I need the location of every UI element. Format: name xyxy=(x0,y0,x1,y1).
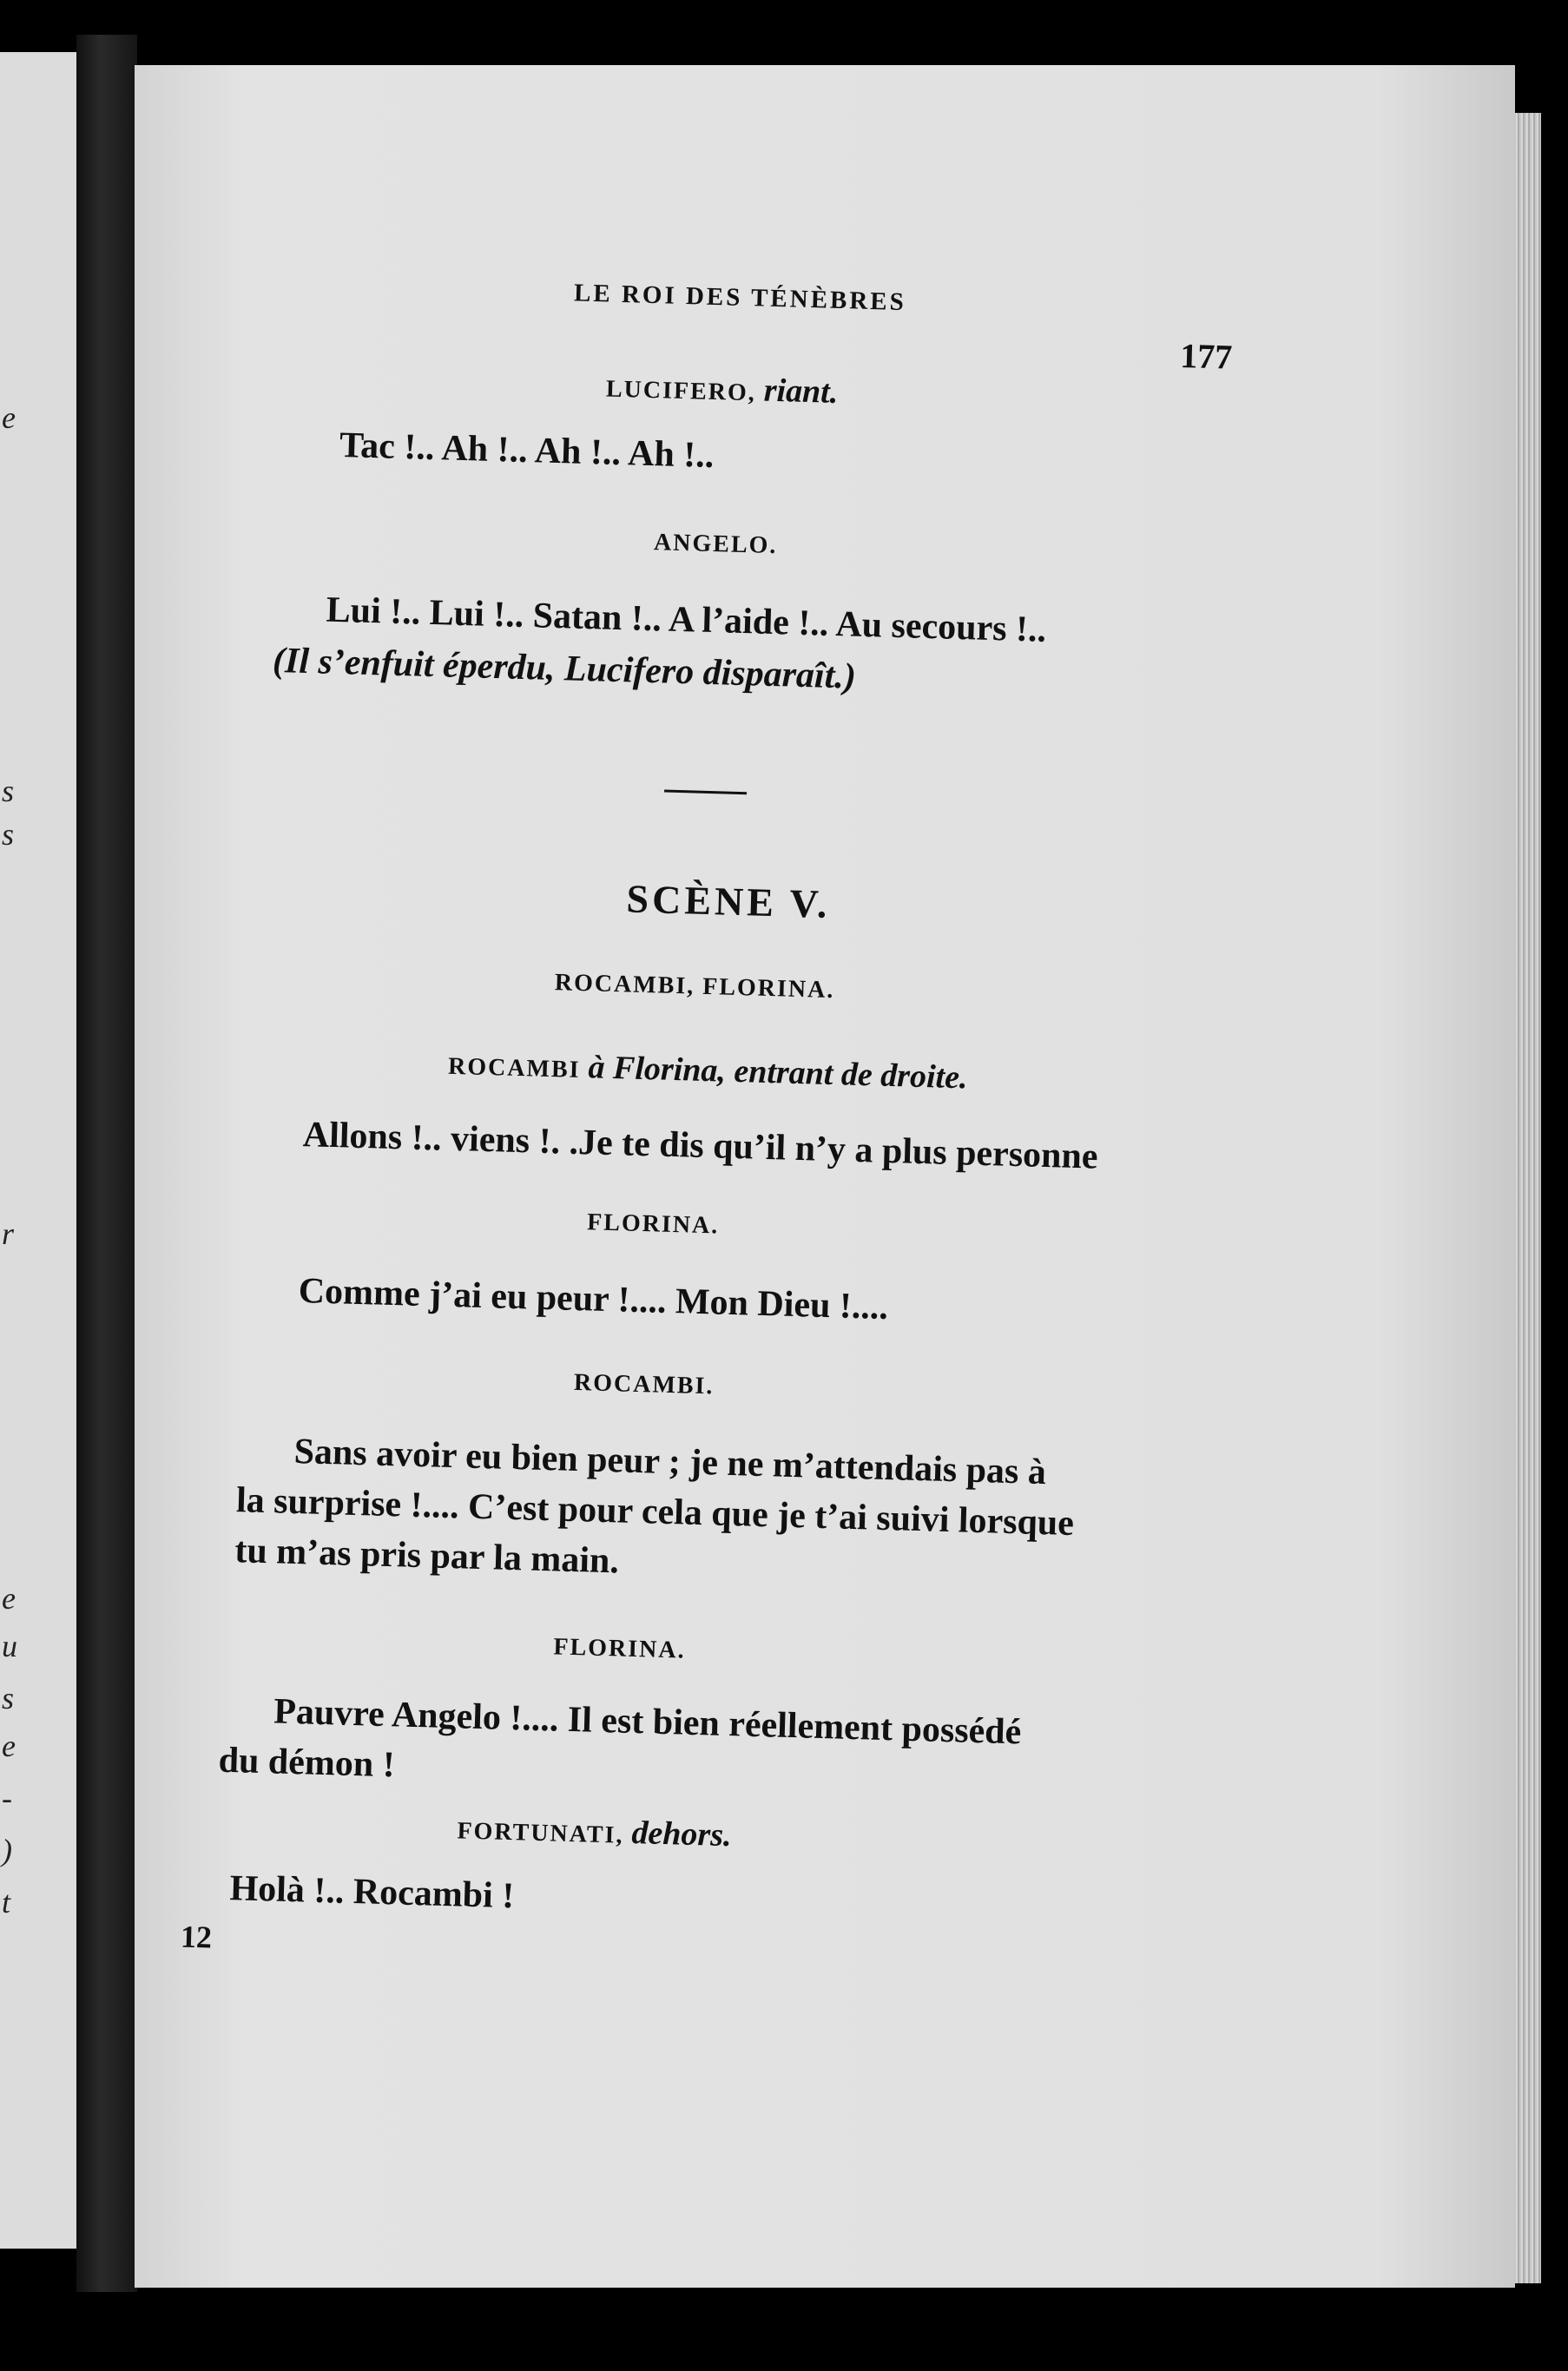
left-page-letter: s xyxy=(2,1681,15,1716)
speech-line: Pauvre Angelo !.... Il est bien réellement possédé xyxy=(273,1691,1022,1753)
left-page-letter: s xyxy=(2,817,15,852)
left-page-letter: - xyxy=(2,1781,12,1815)
scene-separator-rule xyxy=(664,790,747,795)
speaker-name: ANGELO. xyxy=(653,529,778,560)
speech-line: Tac !.. Ah !.. Ah !.. Ah !.. xyxy=(339,425,715,476)
left-page-letter: r xyxy=(2,1216,15,1251)
speech-line: tu m’as pris par la main. xyxy=(234,1531,620,1582)
speaker-name: FLORINA. xyxy=(586,1209,720,1240)
speaker-direction: dehors. xyxy=(630,1814,733,1854)
speech-line: Sans avoir eu bien peur ; je ne m’attendais pas à xyxy=(293,1431,1047,1493)
page-text-block xyxy=(102,46,1544,2306)
speech-line: du démon ! xyxy=(218,1740,396,1786)
speech-line: Holà !.. Rocambi ! xyxy=(228,1868,515,1917)
speaker-name: FORTUNATI, xyxy=(457,1817,624,1849)
left-page-letter: ) xyxy=(2,1833,12,1867)
running-title: LE ROI DES TÉNÈBRES xyxy=(573,279,907,317)
book-page xyxy=(135,65,1515,2288)
speaker-heading xyxy=(457,1808,732,1854)
speaker-heading xyxy=(654,529,778,560)
left-page-letter: t xyxy=(2,1885,11,1920)
left-page-letter: u xyxy=(2,1629,17,1663)
speaker-heading xyxy=(587,1209,720,1240)
left-page-fragment xyxy=(0,52,79,2249)
speaker-heading xyxy=(574,1369,715,1400)
stage-direction-line: (Il s’enfuit éperdu, Lucifero disparaît.) xyxy=(272,640,857,697)
speaker-name: FLORINA. xyxy=(553,1633,687,1664)
speech-line: Allons !.. viens !. .Je te dis qu’il n’y a plus personne xyxy=(302,1115,1099,1177)
speaker-name: ROCAMBI. xyxy=(573,1368,715,1400)
left-page-letter: e xyxy=(2,1729,16,1763)
left-page-letter: e xyxy=(2,400,16,435)
speech-line: Lui !.. Lui !.. Satan !.. A l’aide !.. Au secours !.. xyxy=(326,589,1047,650)
page-number: 177 xyxy=(1179,335,1233,377)
speech-line: la surprise !.... C’est pour cela que je t’ai suivi lorsque xyxy=(235,1480,1075,1544)
left-page-letter: e xyxy=(2,1581,16,1616)
speaker-name: ROCAMBI xyxy=(447,1052,581,1083)
signature-mark: 12 xyxy=(180,1919,213,1955)
scene-characters: ROCAMBI, FLORINA. xyxy=(554,969,835,1004)
speech-line: Comme j’ai eu peur !.... Mon Dieu !.... xyxy=(298,1271,889,1327)
speaker-name: LUCIFERO, xyxy=(605,375,757,407)
speaker-heading xyxy=(553,1633,686,1664)
scene-title: SCÈNE V. xyxy=(625,876,832,926)
left-page-letter: s xyxy=(2,774,15,808)
speaker-heading xyxy=(605,367,838,412)
speaker-direction: à Florina, entrant de droite. xyxy=(588,1049,969,1097)
speaker-direction: riant. xyxy=(763,372,839,411)
speaker-heading xyxy=(448,1044,969,1097)
